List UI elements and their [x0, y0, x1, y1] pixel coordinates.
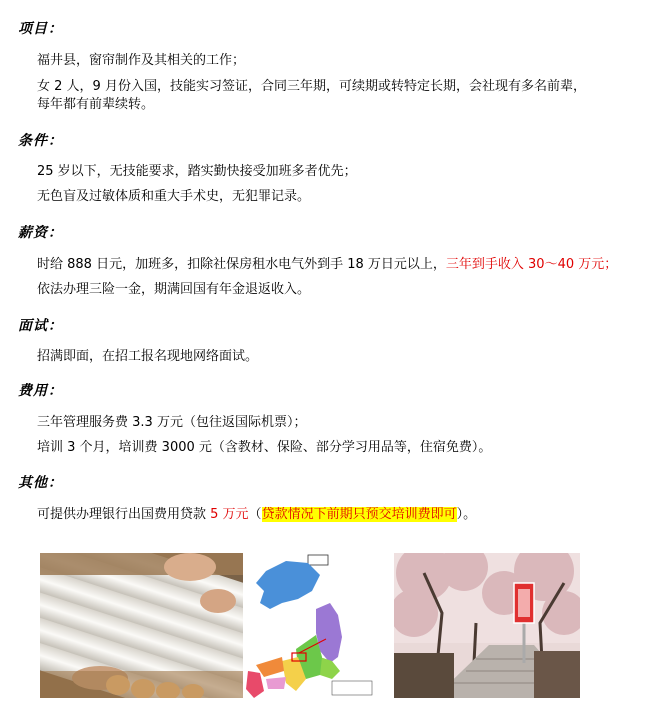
loan-amount: 5 万元 [210, 507, 249, 522]
conditions-line-2: 无色盲及过敏体质和重大手术史，无犯罪记录。 [37, 189, 311, 204]
fees-line-1: 三年管理服务费 3.3 万元（包往返国际机票）； [37, 415, 307, 430]
japan-map-image [246, 553, 392, 698]
loan-paren-close: ）。 [456, 507, 477, 522]
section-heading-other: 其他： [18, 475, 63, 491]
project-line-1: 福井县，窗帘制作及其相关的工作； [37, 53, 246, 68]
salary-line-2: 依法办理三险一金，期满回国有年金退返收入。 [37, 282, 311, 297]
project-line-3: 每年都有前辈续转。 [37, 97, 155, 112]
other-line-1 [37, 506, 476, 524]
loan-text: 可提供办理银行出国费用贷款 [37, 507, 211, 522]
section-heading-conditions: 条件： [18, 133, 63, 149]
section-heading-project: 项目： [18, 21, 63, 37]
conditions-line-1: 25 岁以下，无技能要求，踏实勤快接受加班多者优先； [37, 164, 357, 179]
section-heading-salary: 薪资： [18, 225, 63, 241]
cherry-blossom-photo [394, 553, 580, 698]
fees-line-2: 培训 3 个月，培训费 3000 元（含教材、保险、部分学习用品等，住宿免费）。 [37, 440, 492, 455]
section-heading-fees: 费用： [18, 383, 63, 399]
salary-income-highlight: 三年到手收入 30～40 万元； [445, 257, 618, 272]
salary-line-1 [37, 256, 617, 274]
loan-note-highlight: 贷款情况下前期只预交培训费即可 [261, 507, 457, 522]
interview-line-1: 招满即面，在招工报名现地网络面试。 [37, 349, 259, 364]
project-line-2: 女 2 人，9 月份入国，技能实习签证，合同三年期，可续期或转特定长期，会社现有多名前辈， [37, 79, 586, 94]
section-heading-interview: 面试： [18, 318, 63, 334]
salary-text: 时给 888 日元，加班多，扣除社保房租水电气外到手 18 万日元以上， [37, 257, 446, 272]
loan-paren-open: （ [248, 507, 262, 522]
curtain-fabric-photo [40, 553, 243, 698]
